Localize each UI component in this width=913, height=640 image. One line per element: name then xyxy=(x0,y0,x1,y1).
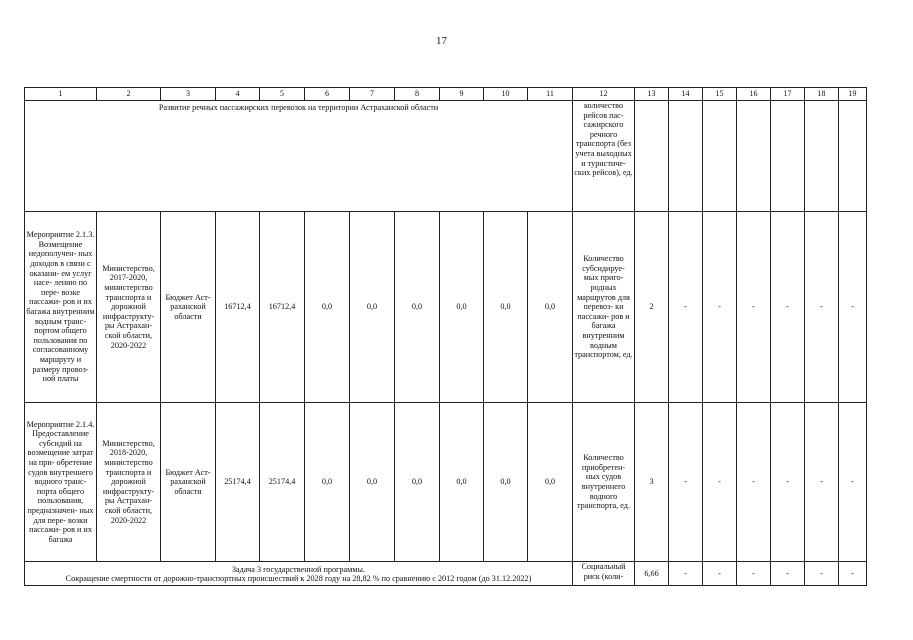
section-title: Развитие речных пассажирских перевозок на территории Астраханской области xyxy=(25,101,573,212)
value-cell: 0,0 xyxy=(350,212,395,403)
executor-cell: Министерство, 2017-2020, министерство транспорта и дорожной инфраструкту- ры Астрахан- ской области, 2020-2022 xyxy=(97,212,161,403)
value-cell: - xyxy=(669,212,703,403)
page-number: 17 xyxy=(436,35,447,47)
value-cell: - xyxy=(805,562,839,586)
value-cell: - xyxy=(839,562,867,586)
value-cell: - xyxy=(839,403,867,562)
column-number: 1 xyxy=(25,88,97,101)
column-number: 15 xyxy=(703,88,737,101)
task-indicator: Социальный риск (коли- xyxy=(573,562,635,586)
value-cell: - xyxy=(771,212,805,403)
value-cell: - xyxy=(737,212,771,403)
value-cell: 0,0 xyxy=(395,212,440,403)
value-cell: 0,0 xyxy=(305,212,350,403)
value-cell: 25174,4 xyxy=(260,403,305,562)
value-cell: - xyxy=(737,403,771,562)
column-number: 10 xyxy=(484,88,528,101)
column-number: 9 xyxy=(440,88,484,101)
value-cell: 0,0 xyxy=(305,403,350,562)
value-cell: - xyxy=(805,403,839,562)
column-number: 4 xyxy=(216,88,260,101)
value-cell: - xyxy=(669,562,703,586)
value-cell: 16712,4 xyxy=(216,212,260,403)
value-cell: - xyxy=(703,212,737,403)
column-number: 6 xyxy=(305,88,350,101)
value-cell: 0,0 xyxy=(440,403,484,562)
column-number: 3 xyxy=(161,88,216,101)
value-cell: 0,0 xyxy=(528,403,573,562)
value-cell: - xyxy=(771,562,805,586)
value-cell: - xyxy=(669,403,703,562)
empty-cell xyxy=(737,101,771,212)
table-row xyxy=(25,212,867,403)
column-number: 19 xyxy=(839,88,867,101)
section-indicator: количество рейсов пас- сажирского речного транспорта (без учета выходных и туристиче- ских рейсов), ед. xyxy=(573,101,635,212)
empty-cell xyxy=(805,101,839,212)
indicator-cell: Количество субсидируе- мых приго- родных маршрутов для перевоз- ки пассажи- ров и багажа внутренним водным транспортом, ед. xyxy=(573,212,635,403)
value-cell: - xyxy=(703,562,737,586)
value-cell: - xyxy=(737,562,771,586)
column-number: 5 xyxy=(260,88,305,101)
column-number: 14 xyxy=(669,88,703,101)
value-cell: 25174,4 xyxy=(216,403,260,562)
task-heading: Задача 3 государственной программы. xyxy=(231,564,366,574)
executor-cell: Министерство, 2018-2020, министерство транспорта и дорожной инфраструкту- ры Астрахан- ской области, 2020-2022 xyxy=(97,403,161,562)
value-cell: - xyxy=(771,403,805,562)
column-number: 2 xyxy=(97,88,161,101)
task-row xyxy=(25,562,867,586)
empty-cell xyxy=(771,101,805,212)
source-cell: Бюджет Аст- раханской области xyxy=(161,403,216,562)
value-cell: - xyxy=(805,212,839,403)
source-cell: Бюджет Аст- раханской области xyxy=(161,212,216,403)
value-cell: 0,0 xyxy=(395,403,440,562)
column-number: 12 xyxy=(573,88,635,101)
value-cell: 0,0 xyxy=(484,212,528,403)
indicator-cell: Количество приобретен- ных судов внутреннего водного транспорта, ед. xyxy=(573,403,635,562)
column-number: 11 xyxy=(528,88,573,101)
value-cell: 0,0 xyxy=(350,403,395,562)
value-cell: 2 xyxy=(635,212,669,403)
value-cell: 6,66 xyxy=(635,562,669,586)
column-number-row xyxy=(25,88,867,101)
column-number: 16 xyxy=(737,88,771,101)
measure-cell: Мероприятие 2.1.4. Предоставление субсидий на возмещение затрат на при- обретение судов внутреннего водного транс- порта общего пользования, предназначен- ных для пере- возки пассажи- ров и их багажа xyxy=(25,403,97,562)
value-cell: - xyxy=(839,212,867,403)
empty-cell xyxy=(839,101,867,212)
value-cell: 0,0 xyxy=(528,212,573,403)
empty-cell xyxy=(669,101,703,212)
program-table xyxy=(24,87,867,586)
value-cell: - xyxy=(703,403,737,562)
column-number: 13 xyxy=(635,88,669,101)
task-text: Сокращение смертности от дорожно-транспортных происшествий к 2028 году на 28,82 % по сравнению с 2012 годом (до 31.12.2022) xyxy=(65,574,532,584)
column-number: 18 xyxy=(805,88,839,101)
value-cell: 3 xyxy=(635,403,669,562)
value-cell: 16712,4 xyxy=(260,212,305,403)
measure-cell: Мероприятие 2.1.3. Возмещение недополучен- ных доходов в связи с оказани- ем услуг насе- лению по пере- возке пассажи- ров и их багажа внутренним водным транс- портом общего пользования по согласованному маршруту и размеру провоз- ной платы xyxy=(25,212,97,403)
column-number: 8 xyxy=(395,88,440,101)
table-row xyxy=(25,403,867,562)
empty-cell xyxy=(635,101,669,212)
empty-cell xyxy=(703,101,737,212)
value-cell: 0,0 xyxy=(440,212,484,403)
column-number: 7 xyxy=(350,88,395,101)
task-title xyxy=(25,562,573,586)
value-cell: 0,0 xyxy=(484,403,528,562)
column-number: 17 xyxy=(771,88,805,101)
section-row xyxy=(25,101,867,212)
